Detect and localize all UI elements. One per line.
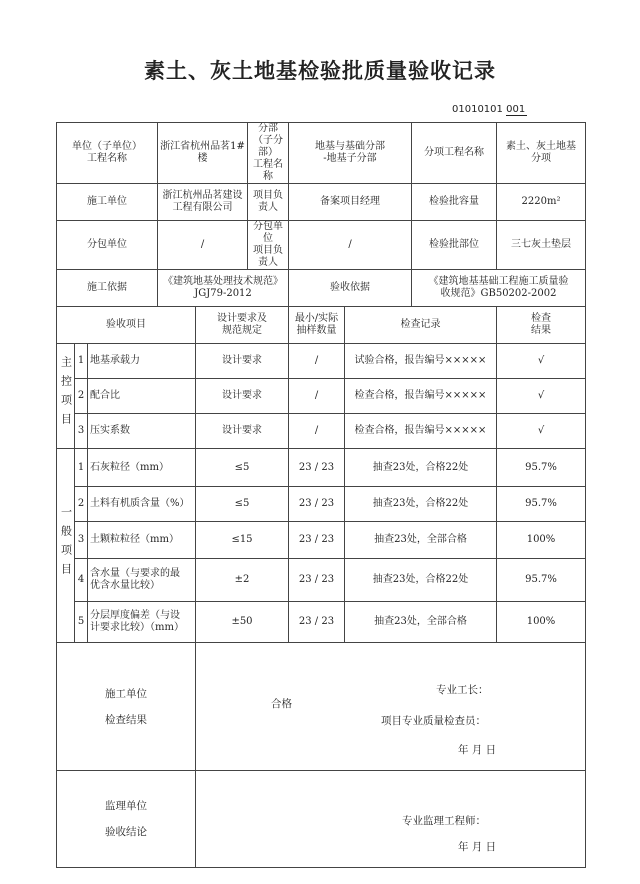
main-item-row [57,344,586,379]
item-name: 配合比 [88,379,196,414]
document-number [452,104,527,115]
check-result: √ [497,344,586,379]
check-result: 95.7% [497,559,586,602]
check-record: 抽查23处，合格22处 [345,559,497,602]
item-number: 1 [75,344,88,379]
subcontractor-value: / [158,221,248,270]
quality-inspector-signature-label: 项目专业质量检查员： [381,715,486,727]
item-name: 压实系数 [88,414,196,449]
check-record: 抽查23处，全部合格 [345,602,497,643]
col-acceptance-item: 验收项目 [57,307,196,344]
document-title: 素土、灰土地基检验批质量验收记录 [144,59,496,83]
design-requirement: 设计要求 [196,379,289,414]
supervision-check-content [196,771,586,868]
design-requirement: 设计要求 [196,344,289,379]
item-name: 土料有机质含量（%） [88,487,196,522]
sub-project-value: 地基与基础分部 -地基子分部 [289,123,412,184]
item-project-label: 分项工程名称 [412,123,497,184]
header-row-basis [57,270,586,307]
design-requirement: 设计要求 [196,414,289,449]
item-name: 土颗粒粒径（mm） [88,522,196,559]
item-number: 4 [75,559,88,602]
construction-check-content [196,643,586,771]
unit-project-label: 单位（子单位） 工程名称 [57,123,158,184]
design-requirement: ±50 [196,602,289,643]
check-record: 抽查23处，合格22处 [345,449,497,487]
sub-manager-value: / [289,221,412,270]
sub-project-label: 分部（子分部） 工程名称 [248,123,289,184]
general-item-row [57,449,586,487]
construction-check-label: 施工单位 检查结果 [57,643,196,771]
design-requirement: ≤5 [196,487,289,522]
item-number: 3 [75,522,88,559]
project-manager-value: 备案项目经理 [289,184,412,221]
general-item-row [57,487,586,522]
design-requirement: ≤15 [196,522,289,559]
col-check-record: 检查记录 [345,307,497,344]
sample-count: 23 / 23 [289,602,345,643]
batch-location-label: 检验批部位 [412,221,497,270]
check-record: 试验合格，报告编号××××× [345,344,497,379]
header-row-project [57,123,586,184]
sample-count: 23 / 23 [289,522,345,559]
acceptance-basis-label: 验收依据 [289,270,412,307]
sample-count: 23 / 23 [289,487,345,522]
general-group-label: 一般项目 [57,449,75,643]
check-record: 抽查23处，全部合格 [345,522,497,559]
supervision-date: 年 月 日 [458,841,497,853]
project-manager-label: 项目负责人 [248,184,289,221]
col-sample-count: 最小/实际 抽样数量 [289,307,345,344]
acceptance-basis-value: 《建筑地基基础工程施工质量验 收规范》GB50202-2002 [412,270,586,307]
item-number: 5 [75,602,88,643]
design-requirement: ±2 [196,559,289,602]
item-project-value: 素土、灰土地基 分项 [497,123,586,184]
sample-count: / [289,379,345,414]
construction-basis-label: 施工依据 [57,270,158,307]
sample-count: / [289,344,345,379]
construction-basis-value: 《建筑地基处理技术规范》 JGJ79-2012 [158,270,289,307]
check-result: 100% [497,602,586,643]
column-header-row [57,307,586,344]
subcontractor-label: 分包单位 [57,221,158,270]
check-result: 95.7% [497,487,586,522]
sub-manager-label: 分包单位 项目负责人 [248,221,289,270]
unit-project-value: 浙江省杭州品茗1# 楼 [158,123,248,184]
header-row-builder [57,184,586,221]
check-record: 检查合格，报告编号××××× [345,414,497,449]
col-check-result: 检查 结果 [497,307,586,344]
check-result: √ [497,379,586,414]
col-design-requirement: 设计要求及 规范规定 [196,307,289,344]
construction-check-row [57,643,586,771]
check-result: 95.7% [497,449,586,487]
main-item-row [57,414,586,449]
main-item-row [57,379,586,414]
check-record: 抽查23处，合格22处 [345,487,497,522]
check-result: √ [497,414,586,449]
construction-verdict: 合格 [271,698,292,710]
general-item-row [57,602,586,643]
header-row-subcontract [57,221,586,270]
item-name: 含水量（与要求的最 优含水量比较） [88,559,196,602]
design-requirement: ≤5 [196,449,289,487]
item-number: 3 [75,414,88,449]
item-name: 石灰粒径（mm） [88,449,196,487]
supervising-engineer-signature-label: 专业监理工程师： [402,815,486,827]
sample-count: / [289,414,345,449]
item-number: 2 [75,487,88,522]
item-name: 分层厚度偏差（与设 计要求比较）（mm） [88,602,196,643]
batch-capacity-value: 2220m² [497,184,586,221]
document-number-suffix: 001 [506,104,526,115]
builder-label: 施工单位 [57,184,158,221]
supervision-check-row [57,771,586,868]
inspection-record-table [56,122,586,868]
main-control-group-label: 主控项目 [57,344,75,449]
foreman-signature-label: 专业工长： [436,684,489,696]
check-record: 检查合格，报告编号××××× [345,379,497,414]
construction-date: 年 月 日 [458,744,497,756]
general-item-row [57,559,586,602]
builder-value: 浙江杭州品茗建设 工程有限公司 [158,184,248,221]
sample-count: 23 / 23 [289,559,345,602]
item-number: 2 [75,379,88,414]
supervision-check-label: 监理单位 验收结论 [57,771,196,868]
batch-location-value: 三七灰土垫层 [497,221,586,270]
batch-capacity-label: 检验批容量 [412,184,497,221]
document-number-prefix: 01010101 [452,104,503,115]
check-result: 100% [497,522,586,559]
item-name: 地基承载力 [88,344,196,379]
general-item-row [57,522,586,559]
sample-count: 23 / 23 [289,449,345,487]
item-number: 1 [75,449,88,487]
